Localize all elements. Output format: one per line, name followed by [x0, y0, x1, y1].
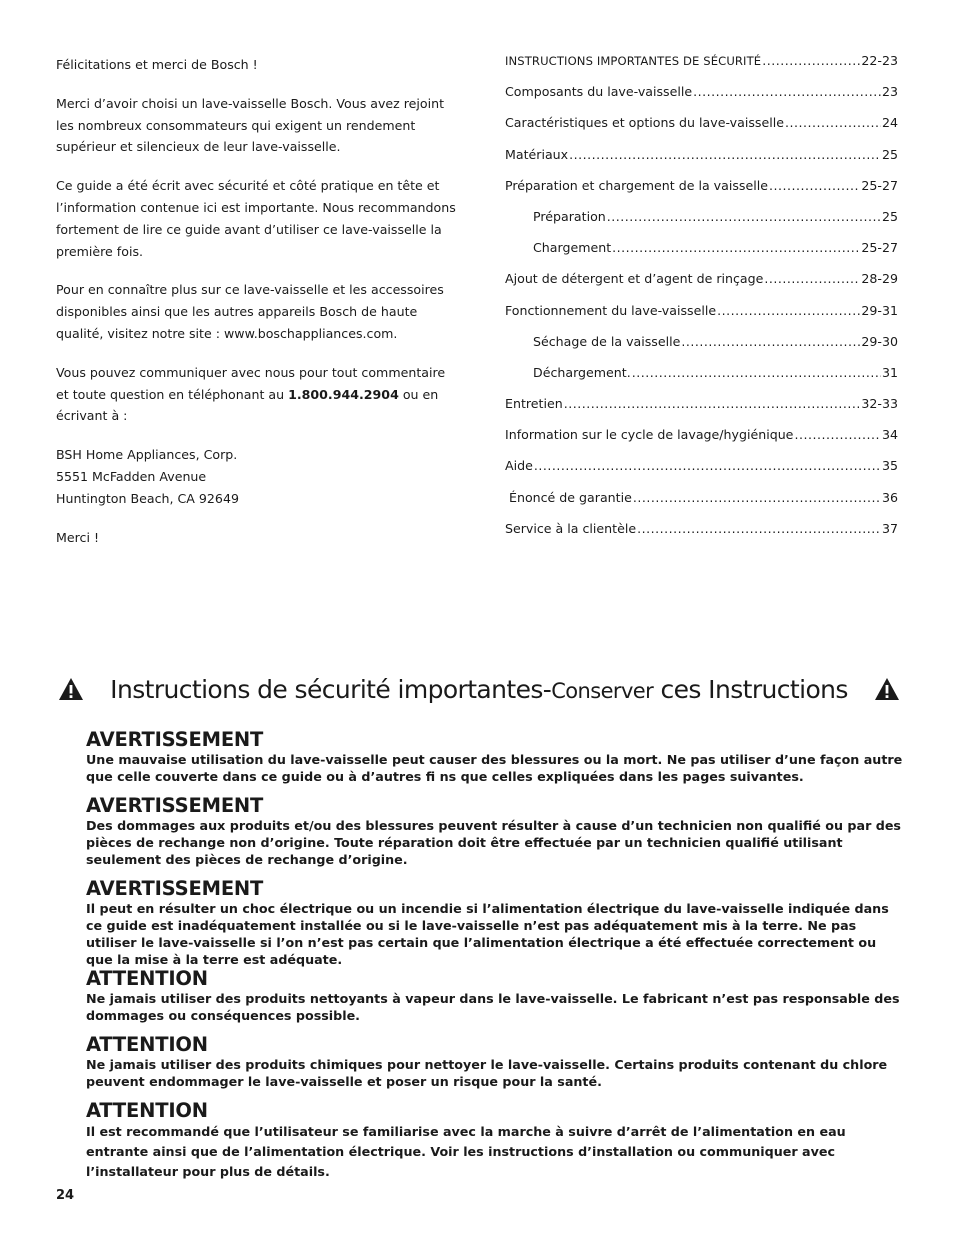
toc-leader [569, 147, 881, 162]
toc-leader [633, 490, 881, 505]
toc-leader [762, 53, 860, 68]
toc-page: 34 [881, 427, 898, 443]
toc-subentry[interactable] [505, 240, 898, 271]
toc-leader [637, 521, 881, 536]
notice-text: Une mauvaise utilisation du lave-vaisselle peut causer des blessures ou la mort. Ne pas utiliser d’une façon autre que celle couverte dans ce guide ou à d’autres fi ns que celles expliquées dans les pages suivantes. [86, 752, 903, 784]
intro-column [56, 54, 456, 565]
notice-label: AVERTISSEMENT [86, 794, 264, 817]
heading-main: Instructions de sécurité importantes- [110, 674, 552, 704]
warning-notice [86, 878, 906, 968]
toc-page: 29-30 [861, 333, 898, 349]
toc-title: Séchage de la vaisselle [533, 333, 681, 349]
notice-text: Ne jamais utiliser des produits chimiques pour nettoyer le lave-vaisselle. Certains produits contenant du chlore peuvent endommager le lave-vaisselle et poser un risque pour la santé. [86, 1057, 888, 1089]
toc-page: 32-33 [861, 396, 898, 412]
table-of-contents [505, 53, 898, 552]
notice-text: Ne jamais utiliser des produits nettoyants à vapeur dans le lave-vaisselle. Le fabricant n’est pas responsable des dommages ou conséquences possible. [86, 991, 900, 1023]
toc-page: 28-29 [861, 271, 898, 287]
toc-title: Caractéristiques et options du lave-vaisselle [505, 115, 784, 131]
warning-notice [86, 795, 906, 868]
address-line: Huntington Beach, CA 92649 [56, 490, 239, 506]
toc-title: Matériaux [505, 146, 569, 162]
thanks: Merci ! [56, 529, 99, 545]
toc-leader [607, 209, 881, 224]
toc-leader [693, 84, 881, 99]
toc-entry[interactable] [505, 84, 898, 115]
notice-label: ATTENTION [86, 1033, 208, 1056]
toc-subentry[interactable] [505, 334, 898, 365]
intro-paragraph-4 [56, 362, 456, 427]
toc-leader [612, 240, 860, 255]
notice-label: AVERTISSEMENT [86, 877, 264, 900]
toc-page: 31 [881, 364, 898, 380]
notice-label: ATTENTION [86, 1099, 208, 1122]
notice-label: ATTENTION [86, 967, 208, 990]
toc-entry[interactable] [505, 271, 898, 302]
toc-page: 25-27 [861, 240, 898, 256]
greeting: Félicitations et merci de Bosch ! [56, 57, 258, 72]
intro-paragraph-2: Ce guide a été écrit avec sécurité et côté pratique en tête et l’information contenue ici est importante. Nous recommandons fortement de lire ce guide avant d’utiliser ce lave-vaisselle la première fois. [56, 178, 456, 259]
toc-page: 36 [881, 489, 898, 505]
warning-triangle-icon [874, 677, 900, 701]
toc-entry[interactable] [505, 521, 898, 552]
toc-entry[interactable] [505, 53, 898, 84]
toc-title: Composants du lave-vaisselle [505, 84, 693, 100]
heading-small: Conserver [551, 678, 654, 703]
toc-title: INSTRUCTIONS IMPORTANTES DE SÉCURITÉ [505, 54, 762, 68]
toc-page: 37 [881, 520, 898, 536]
caution-notice [86, 1034, 906, 1090]
caution-notice [86, 1100, 906, 1182]
toc-page: 29-31 [861, 302, 898, 318]
toc-leader [632, 365, 881, 380]
toc-entry[interactable] [505, 458, 898, 489]
intro-paragraph-3: Pour en connaître plus sur ce lave-vaisselle et les accessoires disponibles ainsi que les autres appareils Bosch de haute qualité, visitez notre site : www.boschappliances.com. [56, 282, 444, 341]
toc-entry[interactable] [505, 178, 898, 209]
toc-leader [764, 271, 860, 286]
safety-notices [86, 729, 906, 1182]
toc-title: Service à la clientèle [505, 520, 637, 536]
toc-title: Aide [505, 458, 533, 474]
toc-page: 25 [881, 146, 898, 162]
contact-text-post: ou en écrivant à : [56, 386, 439, 424]
toc-title: Entretien [505, 396, 563, 412]
toc-page: 23 [881, 84, 898, 100]
toc-leader [681, 334, 860, 349]
toc-leader [785, 115, 881, 130]
page-number: 24 [56, 1188, 75, 1203]
phone-number: 1.800.944.2904 [288, 386, 399, 402]
address-block [56, 444, 456, 509]
toc-title: Chargement [533, 240, 612, 256]
toc-entry[interactable] [505, 427, 898, 458]
toc-leader [769, 178, 860, 193]
intro-paragraph-1: Merci d’avoir choisi un lave-vaisselle Bosch. Vous avez rejoint les nombreux consommateurs qui exigent un rendement supérieur et silencieux de leur lave-vaisselle. [56, 95, 445, 155]
toc-page: 22-23 [861, 53, 898, 68]
contact-text-pre: Vous pouvez communiquer avec nous pour tout commentaire et toute question en téléphonant au [56, 364, 446, 402]
toc-leader [534, 458, 881, 473]
toc-entry[interactable] [505, 396, 898, 427]
heading-end: ces Instructions [653, 674, 848, 704]
safety-heading-text [110, 675, 848, 704]
address-line: 5551 McFadden Avenue [56, 468, 207, 484]
toc-title: Fonctionnement du lave-vaisselle [505, 302, 717, 318]
notice-label: AVERTISSEMENT [86, 728, 264, 751]
toc-entry[interactable] [505, 303, 898, 334]
safety-heading [58, 672, 900, 706]
notice-text: Des dommages aux produits et/ou des blessures peuvent résulter à cause d’un technicien non qualifié ou par des pièces de rechange non d’origine. Toute réparation doit être effectuée par un technicien qualifié utilisant seulement des pièces de rechange d’origine. [86, 818, 901, 867]
toc-title: Ajout de détergent et d’agent de rinçage [505, 271, 764, 287]
toc-page: 25 [881, 208, 898, 224]
toc-entry[interactable] [505, 490, 898, 521]
toc-leader [794, 427, 881, 442]
toc-subentry[interactable] [505, 365, 898, 396]
notice-text: Il est recommandé que l’utilisateur se familiarise avec la marche à suivre d’arrêt de l’alimentation en eau entrante ainsi que de l’alimentation électrique. Voir les instructions d’installation ou communiquer avec l’installateur pour plus de détails. [86, 1124, 846, 1179]
address-line: BSH Home Appliances, Corp. [56, 447, 238, 463]
toc-title: Énoncé de garantie [505, 489, 632, 505]
warning-notice [86, 729, 906, 785]
toc-entry[interactable] [505, 115, 898, 146]
toc-entry[interactable] [505, 147, 898, 178]
toc-title: Préparation et chargement de la vaisselle [505, 177, 768, 193]
toc-title: Déchargement. [533, 364, 631, 380]
toc-page: 35 [881, 458, 898, 474]
caution-notice [86, 968, 906, 1024]
toc-title: Information sur le cycle de lavage/hygiénique [505, 427, 794, 443]
toc-page: 24 [881, 115, 898, 131]
toc-subentry[interactable] [505, 209, 898, 240]
toc-page: 25-27 [861, 177, 898, 193]
toc-leader [717, 303, 860, 318]
warning-triangle-icon [58, 677, 84, 701]
notice-text: Il peut en résulter un choc électrique ou un incendie si l’alimentation électrique du lave-vaisselle indiquée dans ce guide est inadéquatement installée ou si le lave-vaisselle n’est pas adéquatement mis à la terre. Ne pas utiliser le lave-vaisselle si l’on n’est pas certain que l’alimentation électrique a été effectuée correctement ou que la mise à la terre est adéquate. [86, 901, 889, 967]
toc-leader [564, 396, 861, 411]
toc-title: Préparation [533, 208, 606, 224]
